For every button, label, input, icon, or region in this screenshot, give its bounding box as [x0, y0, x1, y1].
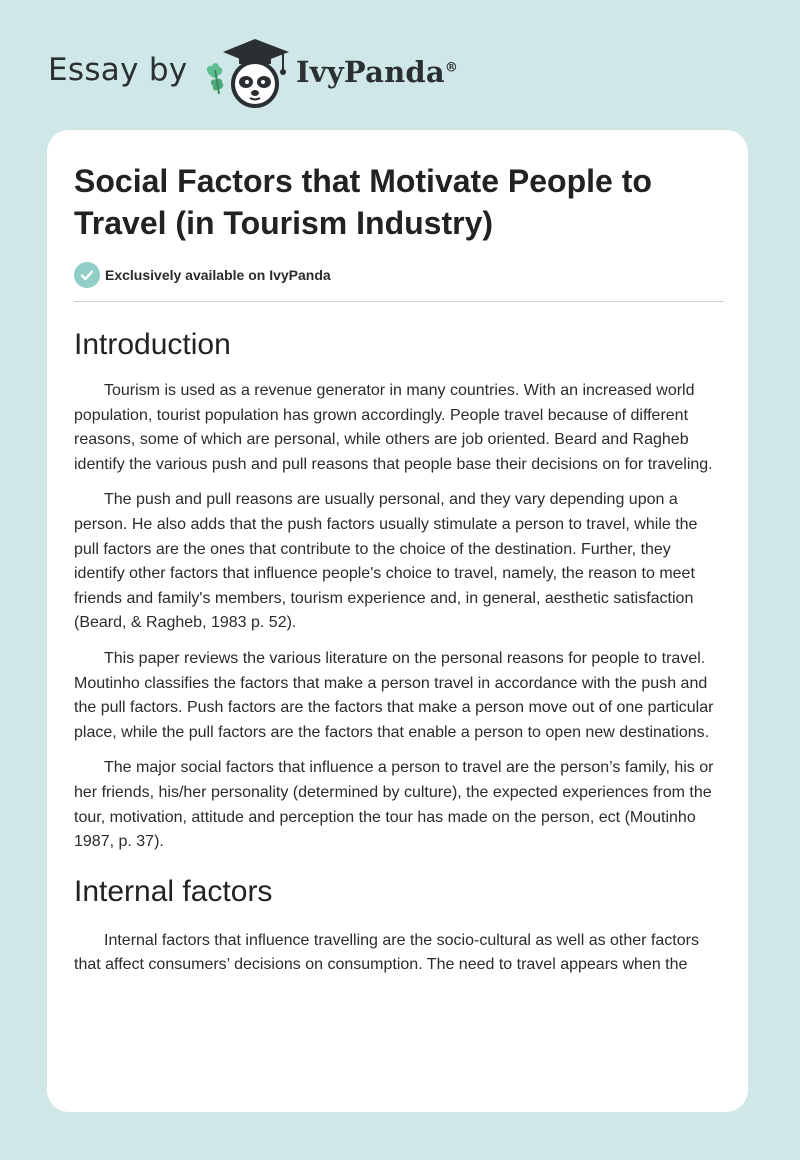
exclusive-badge — [74, 262, 724, 288]
paragraph: The push and pull reasons are usually personal, and they vary depending upon a person. He also adds that the push factors usually stimulate a person to travel, while the pull factors are the ones that contribute to the choice of the destination. Further, they identify other factors that influence people's choice to travel, namely, the reason to meet friends and family's members, tourism experience and, in general, aesthetic satisfaction (Beard, & Ragheb, 1983 p. 52). — [74, 491, 698, 632]
section-heading-introduction: Introduction — [74, 328, 231, 361]
badge-label: Exclusively available on IvyPanda — [105, 267, 331, 283]
registered-mark: ® — [444, 60, 459, 76]
paragraph: Tourism is used as a revenue generator in many countries. With an increased world population, tourist population has grown accordingly. People travel because of different reasons, some of which are personal, while others are job oriented. Beard and Ragheb identify the various push and pull reasons that people base their decisions on for traveling. — [74, 382, 713, 473]
paragraph: This paper reviews the various literature on the personal reasons for people to travel. Moutinho classifies the factors that make a person travel in accordance with the push and the pull factors. Push factors are the factors that make a person move out of one particular place, while the pull factors are the factors that enable a person to open new destinations. — [74, 649, 714, 741]
ivy-leaf-icon — [207, 63, 223, 94]
brand-name[interactable] — [296, 55, 458, 89]
essay-by-label: Essay by — [48, 52, 188, 88]
essay-card — [47, 130, 748, 1112]
essay-content — [74, 160, 724, 978]
site-header — [0, 0, 800, 125]
section-heading-internal-factors: Internal factors — [74, 874, 273, 908]
paragraph: Internal factors that influence travelling are the socio-cultural as well as other factors that affect consumers’ decisions on consumption. The need to travel appears when the — [74, 931, 699, 974]
brand-text: IvyPanda — [296, 55, 445, 89]
panda-graduate-logo-icon[interactable] — [203, 34, 293, 110]
essay-title: Social Factors that Motivate People to Travel (in Tourism Industry) — [74, 163, 652, 241]
check-circle-icon — [74, 262, 100, 288]
paragraph: The major social factors that influence a person to travel are the person’s family, his or her friends, his/her personality (determined by culture), the expected experiences from the tour, motivation, attitude and perception the tour has made on the person, ect (Moutinho 1987, p. 37). — [74, 759, 714, 851]
divider — [74, 301, 724, 302]
